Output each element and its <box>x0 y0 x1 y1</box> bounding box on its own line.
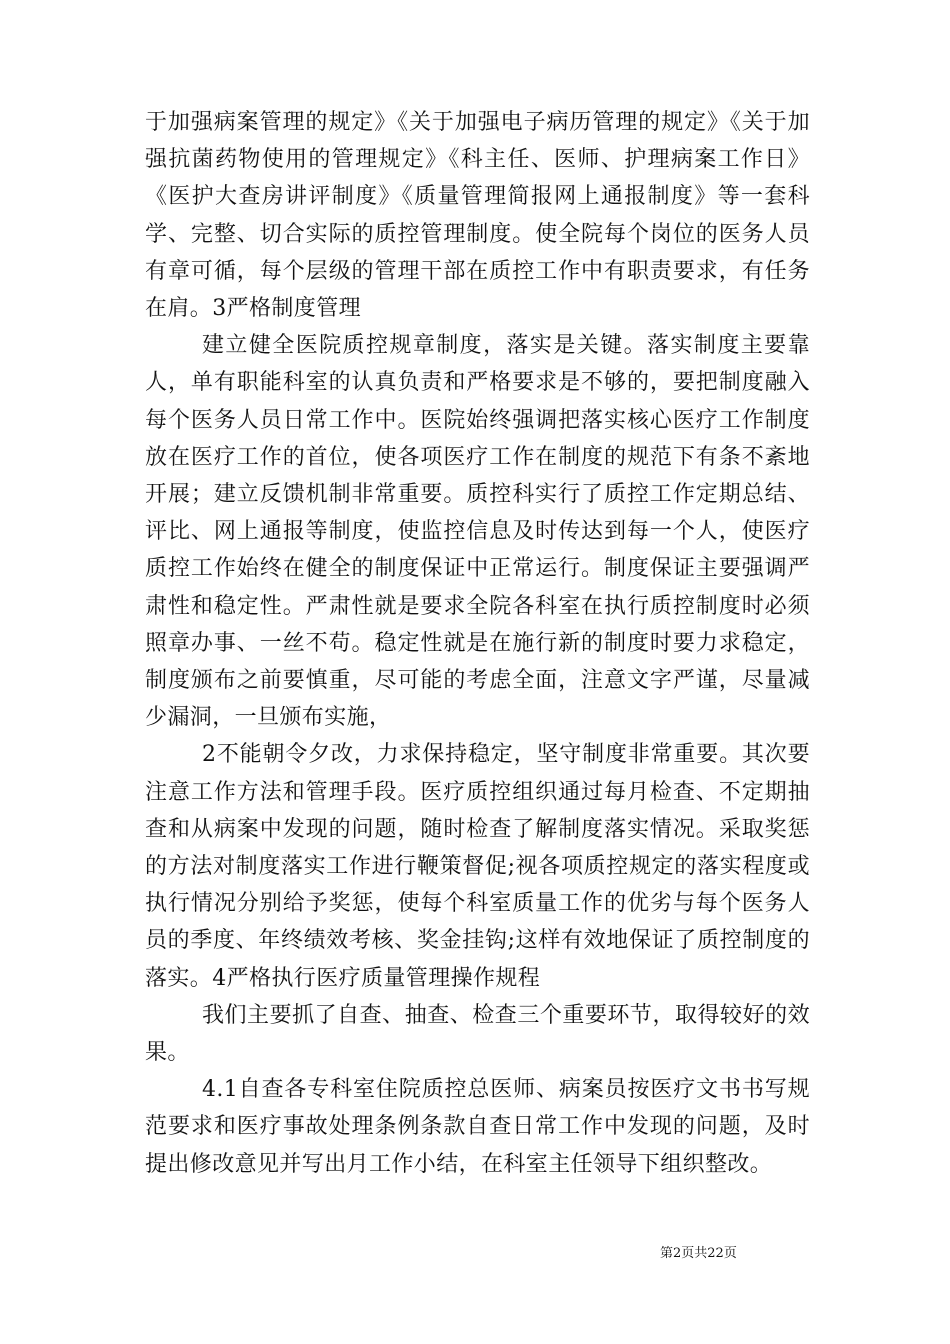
paragraph-1: 于加强病案管理的规定》《关于加强电子病历管理的规定》《关于加强抗菌药物使用的管理规定》《科主任、医师、护理病案工作日》《医护大查房讲评制度》《质量管理简报网上通报制度》等一套科学、完整、切合实际的质控管理制度。使全院每个岗位的医务人员有章可循，每个层级的管理干部在质控工作中有职责要求，有任务在肩。3严格制度管理 <box>145 110 810 322</box>
document-body <box>145 104 810 1183</box>
page-number: 第2页共22页 <box>660 1246 737 1261</box>
paragraph-4: 我们主要抓了自查、抽查、检查三个重要环节，取得较好的效果。 <box>145 1002 810 1066</box>
paragraph-3: 2不能朝令夕改，力求保持稳定，坚守制度非常重要。其次要注意工作方法和管理手段。医疗质控组织通过每月检查、不定期抽查和从病案中发现的问题，随时检查了解制度落实情况。采取奖惩的方法对制度落实工作进行鞭策督促;视各项质控规定的落实程度或执行情况分别给予奖惩，使每个科室质量工作的优劣与每个医务人员的季度、年终绩效考核、奖金挂钩;这样有效地保证了质控制度的落实。4严格执行医疗质量管理操作规程 <box>145 742 810 991</box>
paragraph-5: 4.1自查各专科室住院质控总医师、病案员按医疗文书书写规范要求和医疗事故处理条例条款自查日常工作中发现的问题，及时提出修改意见并写出月工作小结，在科室主任领导下组织整改。 <box>145 1077 810 1177</box>
paragraph-2: 建立健全医院质控规章制度，落实是关键。落实制度主要靠人，单有职能科室的认真负责和严格要求是不够的，要把制度融入每个医务人员日常工作中。医院始终强调把落实核心医疗工作制度放在医疗工作的首位，使各项医疗工作在制度的规范下有条不紊地开展；建立反馈机制非常重要。质控科实行了质控工作定期总结、评比、网上通报等制度，使监控信息及时传达到每一个人，使医疗质控工作始终在健全的制度保证中正常运行。制度保证主要强调严肃性和稳定性。严肃性就是要求全院各科室在执行质控制度时必须照章办事、一丝不苟。稳定性就是在施行新的制度时要力求稳定，制度颁布之前要慎重，尽可能的考虑全面，注意文字严谨，尽量减少漏洞，一旦颁布实施， <box>145 333 810 731</box>
